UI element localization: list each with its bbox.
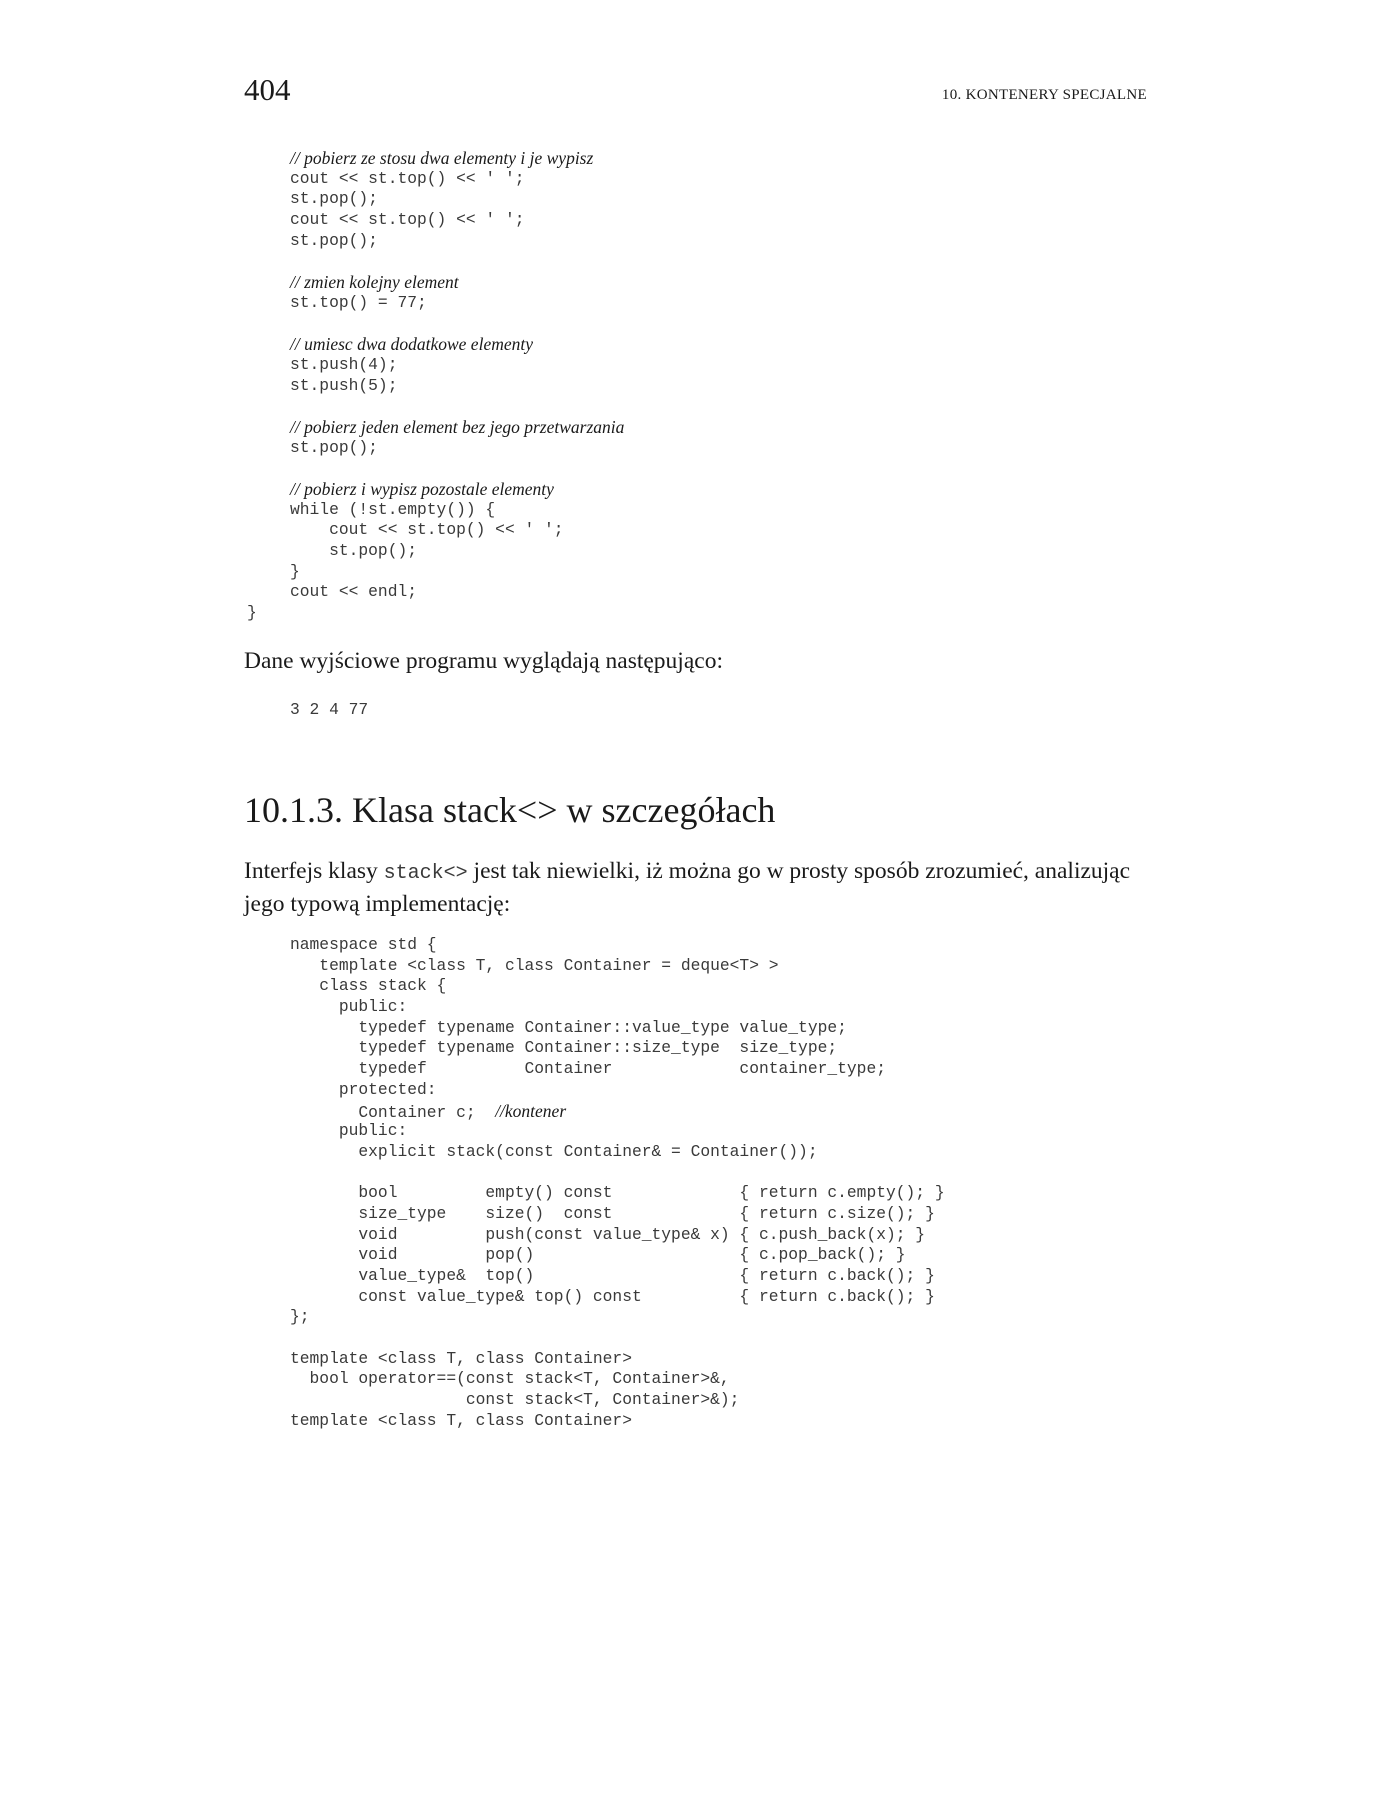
code-line (290, 314, 624, 335)
code-line (290, 458, 624, 479)
code-line-text: namespace std { (290, 935, 437, 954)
code-line-text: size_type size() const { return c.size(); } (290, 1203, 935, 1223)
code-line (290, 231, 624, 252)
code-line-text: // zmien kolejny element (290, 272, 459, 293)
code-line-text: st.top() = 77; (290, 292, 427, 312)
code-line (290, 1121, 945, 1142)
code-line (290, 976, 945, 997)
code-line (290, 582, 624, 603)
code-line-text: typedef typename Container::value_type value_type; (290, 1017, 847, 1037)
code-line-text: template <class T, class Container> (290, 1348, 632, 1368)
code-line (290, 1038, 945, 1059)
code-line-text: st.push(5); (290, 375, 398, 395)
code-line-text: typedef typename Container::size_type size_type; (290, 1038, 838, 1058)
code-inline-comment: //kontener (495, 1100, 567, 1121)
code-line (290, 417, 624, 438)
code-line-text: // umiesc dwa dodatkowe elementy (290, 334, 533, 355)
code-line-text: protected: (290, 1079, 437, 1099)
code-line (290, 500, 624, 521)
code-line (290, 1225, 945, 1246)
code-line-text: st.pop(); (290, 189, 378, 209)
code-line-text: cout << endl; (290, 582, 418, 602)
code-line (290, 1142, 945, 1163)
code-line-text: Container c; (290, 1102, 496, 1122)
code-line (290, 169, 624, 190)
interface-paragraph-text-after: jest tak niewielki, iż można go w prosty sposób zrozumieć, analizując jego typową implementację: (244, 858, 1131, 917)
code-line-text: public: (290, 997, 408, 1017)
running-head: 10. KONTENERY SPECJALNE (941, 87, 1147, 103)
code-line (247, 603, 624, 624)
code-line-text: } (290, 561, 300, 581)
interface-paragraph (244, 856, 1144, 919)
code-line (290, 210, 624, 231)
code-listing-example (247, 148, 625, 624)
code-line (290, 997, 945, 1018)
code-line (290, 1204, 945, 1225)
code-line (290, 1287, 945, 1308)
page-number: 404 (244, 72, 291, 107)
code-line (290, 396, 624, 417)
code-line (290, 1245, 945, 1266)
code-line (290, 956, 945, 977)
code-line-text: public: (290, 1121, 408, 1141)
code-line-text: value_type& top() { return c.back(); } (290, 1266, 935, 1285)
code-line (290, 520, 624, 541)
code-line (290, 355, 624, 376)
code-line-text: const value_type& top() const { return c.back(); } (290, 1286, 935, 1306)
code-line-text: bool empty() const { return c.empty(); } (290, 1183, 945, 1203)
code-line-text: void pop() { c.pop_back(); } (290, 1245, 906, 1265)
code-line (290, 479, 624, 500)
code-line-text: st.pop(); (290, 437, 378, 457)
code-line (290, 541, 624, 562)
code-line-text: template <class T, class Container = deque<T> > (290, 955, 779, 975)
code-line (290, 1059, 945, 1080)
code-line-text: typedef Container container_type; (290, 1059, 886, 1079)
code-line (290, 293, 624, 314)
code-line-text: cout << st.top() << ' '; (290, 210, 525, 230)
code-line-text: st.push(4); (290, 354, 398, 374)
output-intro-paragraph: Dane wyjściowe programu wyglądają następująco: (244, 648, 723, 674)
code-line-text: const stack<T, Container>&); (290, 1390, 740, 1410)
code-line (290, 148, 624, 169)
code-line-text: st.pop(); (290, 230, 378, 250)
code-line (290, 1307, 945, 1328)
code-line-text: // pobierz i wypisz pozostale elementy (290, 479, 554, 499)
program-output: 3 2 4 77 (290, 700, 369, 719)
code-line (290, 935, 945, 956)
code-line-text: while (!st.empty()) { (290, 499, 496, 519)
code-line-text: // pobierz jeden element bez jego przetwarzania (290, 416, 625, 437)
code-line-text: template <class T, class Container> (290, 1410, 632, 1430)
code-line (290, 438, 624, 459)
code-line (290, 1266, 945, 1287)
code-line-text: }; (290, 1307, 310, 1327)
code-line (290, 251, 624, 272)
code-line-text: bool operator==(const stack<T, Container>&, (290, 1369, 730, 1389)
code-line (290, 376, 624, 397)
code-line-text: cout << st.top() << ' '; (290, 168, 525, 188)
code-line-text: // pobierz ze stosu dwa elementy i je wypisz (290, 148, 594, 168)
section-heading: 10.1.3. Klasa stack<> w szczegółach (244, 790, 776, 830)
code-line (290, 1328, 945, 1349)
code-listing-stack-implementation (290, 935, 945, 1432)
code-line-text: explicit stack(const Container& = Container()); (290, 1141, 818, 1161)
code-line (290, 1390, 945, 1411)
code-line (290, 1369, 945, 1390)
code-line (290, 272, 624, 293)
code-line (290, 189, 624, 210)
code-line (290, 1163, 945, 1184)
inline-code-stack: stack<> (383, 862, 468, 885)
interface-paragraph-text-before: Interfejs klasy (244, 858, 384, 884)
code-line (290, 1080, 945, 1101)
code-line-text: void push(const value_type& x) { c.push_back(x); } (290, 1224, 926, 1244)
code-line (290, 1018, 945, 1039)
code-line-text: } (247, 603, 257, 623)
code-line (290, 1411, 945, 1432)
code-line (290, 562, 624, 583)
code-line (290, 334, 624, 355)
code-line (290, 1101, 945, 1122)
code-line-text: st.pop(); (290, 541, 418, 561)
code-line (290, 1183, 945, 1204)
code-line (290, 1349, 945, 1370)
code-line-text: class stack { (290, 976, 447, 996)
code-line-text: cout << st.top() << ' '; (290, 520, 564, 540)
